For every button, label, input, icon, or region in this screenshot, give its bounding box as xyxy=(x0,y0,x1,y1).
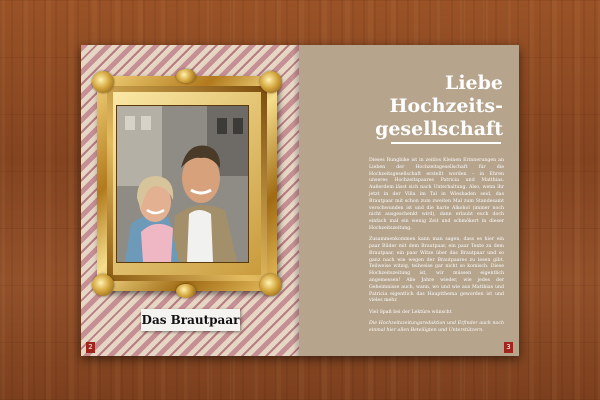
frame-bottom-crest-icon xyxy=(176,284,196,298)
title-line-1: Liebe xyxy=(444,72,503,94)
body-paragraph-1: Dieses Rungbike ist in zeitlos Kleinen Erinnerungen an Lieben der Hochzeitsgesellschaft für die Hochzeitsgesellschaft erstellt worden – in Ehren unseres Hochzeitspaares Patricia und Matthias. Außerdem lässt sich nach Unterhaltung. Also, wenn ihr jetzt in der Villa im Tal in Wiesbaden seid, das Brautpaar mit schon zum zweiten Mal zum Standesamt verschwunden ist und die harte Alkohol (immer noch nicht ausgeschenkt wird), dann erlaubt euch doch einfach mal ein wenig Zeit und schmökert in dieser Hochzeitszeitung. xyxy=(369,158,504,231)
title-line-2: Hochzeits- xyxy=(389,95,503,117)
photo-caption-label: Das Brautpaar xyxy=(141,309,240,331)
frame-corner-ornament-icon xyxy=(92,274,114,296)
body-paragraph-2: Zusammenkommen kann man sagen, dass es hier ein paar Bilder mit dem Brautpaar, ein paar Texte zu dem Brautpaar, ein paar Witze über das Brautpaar und so ganz nach wie wegen der Brautpaares zu lesen gibt. Teilweise witzig, teilweise gar nicht so komisch. Diese Hochzeitszeitung ist, wir müssen eigentlich angemessen! Alle Jahre wieder, wie jedes der Geheimnisse auch, wann, wo und wie aus Matthias und Patricia eigentlich das Hauptthema geworden ist und vieles mehr. xyxy=(369,237,504,304)
couple-photo xyxy=(116,105,249,263)
body-paragraph-signoff: Die Hochzeitszeitungsredaktion und Erfinder auch noch einmal hier allen Beteiligten und Unterstützern. xyxy=(369,321,504,333)
right-page xyxy=(299,45,519,356)
frame-corner-ornament-icon xyxy=(260,274,282,296)
frame-corner-ornament-icon xyxy=(92,71,114,93)
frame-corner-ornament-icon xyxy=(260,71,282,93)
couple-photo-illustration xyxy=(117,106,248,262)
title-line-3: gesellschaft xyxy=(375,118,503,140)
page-number-left: 2 xyxy=(86,342,95,353)
title-underline-divider xyxy=(391,142,501,144)
photo-book-spread xyxy=(81,45,519,356)
left-page xyxy=(81,45,299,356)
body-paragraph-3: Viel Spaß bei der Lektüre wünscht xyxy=(369,309,452,315)
page-number-right: 3 xyxy=(504,342,513,353)
page-title xyxy=(313,72,503,141)
body-text xyxy=(369,158,504,339)
frame-top-crest-icon xyxy=(176,69,196,83)
